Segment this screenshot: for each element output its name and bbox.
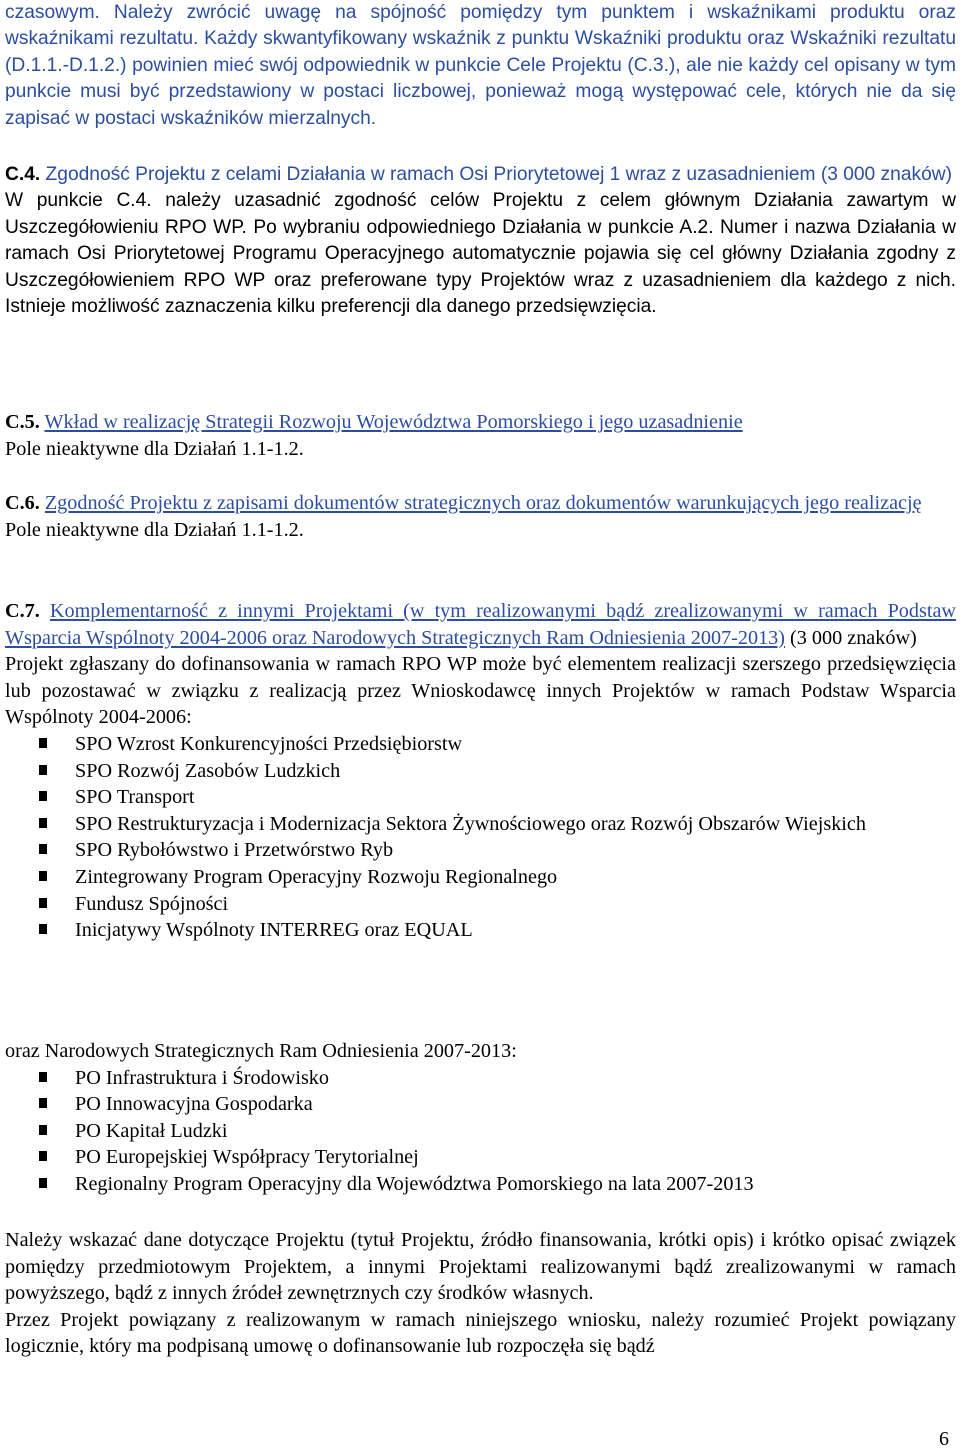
ppw-programme-list	[5, 731, 956, 944]
square-bullet-icon	[39, 844, 47, 854]
intro-paragraph	[5, 0, 956, 132]
intro-text: czasowym. Należy zwrócić uwagę na spójność pomiędzy tym punktem i wskaźnikami produktu oraz wskaźnikami rezultatu. Każdy skwantyfikowany wskaźnik z punktu Wskaźniki produktu oraz Wskaźniki rezultatu (D.1.1.-D.1.2.) powinien mieć swój odpowiednik w punkcie Cele Projektu (C.3.), ale nie każdy cel opisany w tym punkcie musi być przedstawiony w postaci liczbowej, ponieważ mogą występować cele, których nie da się zapisać w postaci wskaźników mierzalnych.	[5, 2, 956, 129]
list-item: PO Innowacyjna Gospodarka	[5, 1091, 956, 1118]
list-item: SPO Rybołówstwo i Przetwórstwo Ryb	[5, 837, 956, 864]
c5-heading	[5, 409, 956, 436]
square-bullet-icon	[39, 818, 47, 828]
c5-title: Wkład w realizację Strategii Rozwoju Województwa Pomorskiego i jego uzasadnienie	[44, 411, 743, 433]
closing-section	[5, 1227, 956, 1360]
square-bullet-icon	[39, 791, 47, 801]
section-c5	[5, 409, 956, 462]
c7-heading	[5, 598, 956, 651]
list-item: SPO Wzrost Konkurencyjności Przedsiębiorstw	[5, 731, 956, 758]
c6-title: Zgodność Projektu z zapisami dokumentów strategicznych oraz dokumentów warunkujących jego realizację	[44, 492, 922, 514]
list-item: PO Europejskiej Współpracy Terytorialnej	[5, 1144, 956, 1171]
section-c6	[5, 490, 956, 543]
c6-heading	[5, 490, 956, 517]
list-item: Zintegrowany Program Operacyjny Rozwoju Regionalnego	[5, 864, 956, 891]
square-bullet-icon	[39, 1098, 47, 1108]
square-bullet-icon	[39, 738, 47, 748]
square-bullet-icon	[39, 765, 47, 775]
list-item: Inicjatywy Wspólnoty INTERREG oraz EQUAL	[5, 917, 956, 944]
list-item: Fundusz Spójności	[5, 891, 956, 918]
square-bullet-icon	[39, 871, 47, 881]
list-item: SPO Restrukturyzacja i Modernizacja Sektora Żywnościowego oraz Rozwój Obszarów Wiejskich	[5, 811, 956, 838]
c5-number: C.5.	[5, 411, 40, 433]
c4-title: Zgodność Projektu z celami Działania w ramach Osi Priorytetowej 1 wraz z uzasadnieniem (3 000 znaków)	[45, 164, 953, 185]
square-bullet-icon	[39, 1072, 47, 1082]
square-bullet-icon	[39, 898, 47, 908]
page-number: 6	[939, 1428, 949, 1450]
nsro-section	[5, 1038, 956, 1198]
list-item: PO Infrastruktura i Środowisko	[5, 1065, 956, 1092]
c4-body: W punkcie C.4. należy uzasadnić zgodność celów Projektu z celem głównym Działania zawartym w Uszczegółowieniu RPO WP. Po wybraniu odpowiedniego Działania w punkcie A.2. Numer i nazwa Działania w ramach Osi Priorytetowej Programu Operacyjnego automatycznie pojawia się cel główny Działania zgodny z Uszczegółowieniem RPO WP oraz preferowane typy Projektów wraz z uzasadnieniem dla każdego z nich. Istnieje możliwość zaznaczenia kilku preferencji dla danego przedsięwzięcia.	[5, 190, 956, 318]
square-bullet-icon	[39, 1151, 47, 1161]
c7-title-suffix: (3 000 znaków)	[785, 626, 917, 649]
list-item: SPO Transport	[5, 784, 956, 811]
square-bullet-icon	[39, 1125, 47, 1135]
c5-note: Pole nieaktywne dla Działań 1.1-1.2.	[5, 437, 304, 460]
c4-number: C.4.	[5, 164, 41, 185]
nsro-programme-list	[5, 1065, 956, 1198]
c6-number: C.6.	[5, 492, 40, 514]
c7-number: C.7.	[5, 600, 40, 622]
closing-paragraph-1: Należy wskazać dane dotyczące Projektu (tytuł Projektu, źródło finansowania, krótki opis) i krótko opisać związek pomiędzy przedmiotowym Projektem, a innymi Projektami realizowanymi bądź zrealizowanymi w ramach powyższego, bądź z innych źródeł zewnętrznych czy środków własnych.	[5, 1229, 956, 1305]
section-c7	[5, 598, 956, 944]
c6-note: Pole nieaktywne dla Działań 1.1-1.2.	[5, 518, 304, 541]
nsro-intro: oraz Narodowych Strategicznych Ram Odniesienia 2007-2013:	[5, 1040, 517, 1062]
section-c4	[5, 162, 956, 320]
c7-title: Komplementarność z innymi Projektami (w tym realizowanymi bądź zrealizowanymi w ramach Podstaw Wsparcia Wspólnoty 2004-2006 oraz Narodowych Strategicznych Ram Odniesienia 2007-2013)	[5, 600, 956, 649]
list-item: Regionalny Program Operacyjny dla Województwa Pomorskiego na lata 2007-2013	[5, 1171, 956, 1198]
square-bullet-icon	[39, 1178, 47, 1188]
list-item: SPO Rozwój Zasobów Ludzkich	[5, 758, 956, 785]
c4-heading	[5, 162, 956, 188]
c7-body: Projekt zgłaszany do dofinansowania w ramach RPO WP może być elementem realizacji szerszego przedsięwzięcia lub pozostawać w związku z realizacją przez Wnioskodawcę innych Projektów w ramach Podstaw Wsparcia Wspólnoty 2004-2006:	[5, 653, 956, 729]
list-item: PO Kapitał Ludzki	[5, 1118, 956, 1145]
square-bullet-icon	[39, 924, 47, 934]
closing-paragraph-2: Przez Projekt powiązany z realizowanym w ramach niniejszego wniosku, należy rozumieć Projekt powiązany logicznie, który ma podpisaną umowę o dofinansowanie lub rozpoczęła się bądź	[5, 1308, 956, 1358]
